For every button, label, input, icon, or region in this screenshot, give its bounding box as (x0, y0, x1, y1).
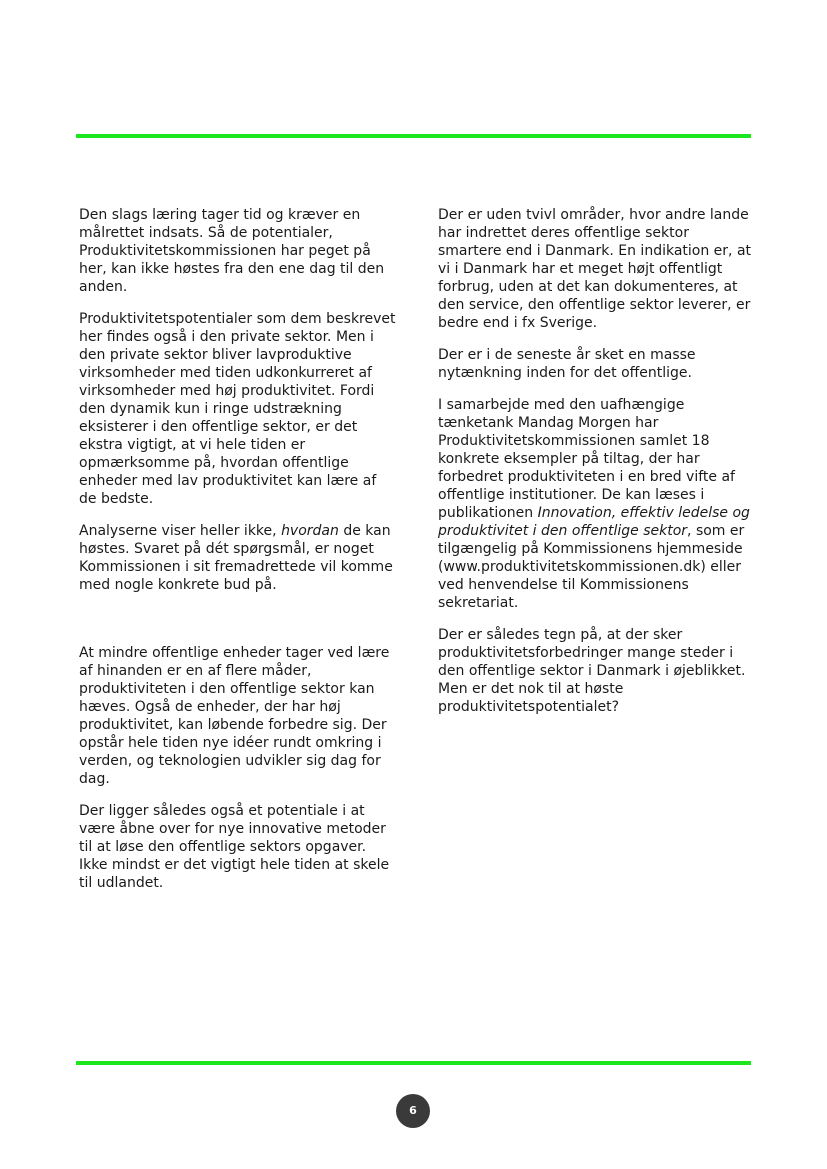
paragraph: Der er uden tvivl områder, hvor andre lande har indrettet deres offentlige sektor smartere end i Danmark. En indikation er, at vi i Danmark har et meget højt offentligt forbrug, uden at det kan dokumenteres, at den service, den offentlige sektor leverer, er bedre end i fx Sverige. (438, 207, 752, 331)
emphasis-text: hvordan (281, 523, 339, 539)
paragraph (79, 522, 397, 594)
paragraph: Der er således tegn på, at der sker produktivitetsforbedringer mange steder i den offentlige sektor i Danmark i øjeblikket. Men er det nok til at høste produktivitetspotentialet? (438, 627, 746, 715)
paragraph-text: Analyserne viser heller ikke, (79, 523, 282, 539)
paragraph-text: de kan høstes. Svaret på dét spørgsmål, er noget Kommissionen i sit fremadrettede vil komme med nogle konkrete bud på. (79, 523, 393, 593)
left-column (79, 206, 397, 906)
right-column (438, 206, 756, 730)
paragraph: Produktivitetspotentialer som dem beskrevet her findes også i den private sektor. Men i den private sektor bliver lavproduktive virksomheder med tiden udkonkurreret af virksomheder med høj produktivitet. Fordi den dynamik kun i ringe udstrækning eksisterer i den offentlige sektor, er det ekstra vigtigt, at vi hele tiden er opmærksomme på, hvordan offentlige enheder med lav produktivitet kan lære af de bedste. (79, 311, 396, 507)
paragraph: At mindre offentlige enheder tager ved lære af hinanden er en af flere måder, produktiviteten i den offentlige sektor kan hæves. Også de enheder, der har høj produktivitet, kan løbende forbedre sig. Der opstår hele tiden nye idéer rundt omkring i verden, og teknologien udvikler sig dag for dag. (79, 645, 390, 787)
paragraph: Der ligger således også et potentiale i at være åbne over for nye innovative metoder til at løse den offentlige sektors opgaver. Ikke mindst er det vigtigt hele tiden at skele til udlandet. (79, 803, 390, 891)
paragraph-text: , som er tilgængelig på Kommissionens hjemmeside (www.produktivitetskommissionen.dk) eller ved henvendelse til Kommissionens sekretariat. (438, 523, 745, 611)
paragraph: Der er i de seneste år sket en masse nytænkning inden for det offentlige. (438, 347, 696, 381)
publication-title: Innovation, effektiv ledelse og produktivitet i den offentlige sektor (438, 505, 750, 539)
paragraph: Den slags læring tager tid og kræver en målrettet indsats. Så de potentialer, Produktivitetskommissionen har peget på her, kan ikke høstes fra den ene dag til den anden. (79, 207, 385, 295)
bottom-divider (76, 1061, 751, 1065)
paragraph (438, 396, 756, 612)
top-divider (76, 134, 751, 138)
paragraph-text: I samarbejde med den uafhængige tænketank Mandag Morgen har Produktivitetskommissionen samlet 18 konkrete eksempler på tiltag, der har forbedret produktiviteten i en bred vifte af offentlige institutioner. De kan læses i publikationen (438, 397, 735, 521)
page-number-badge: 6 (396, 1094, 430, 1128)
